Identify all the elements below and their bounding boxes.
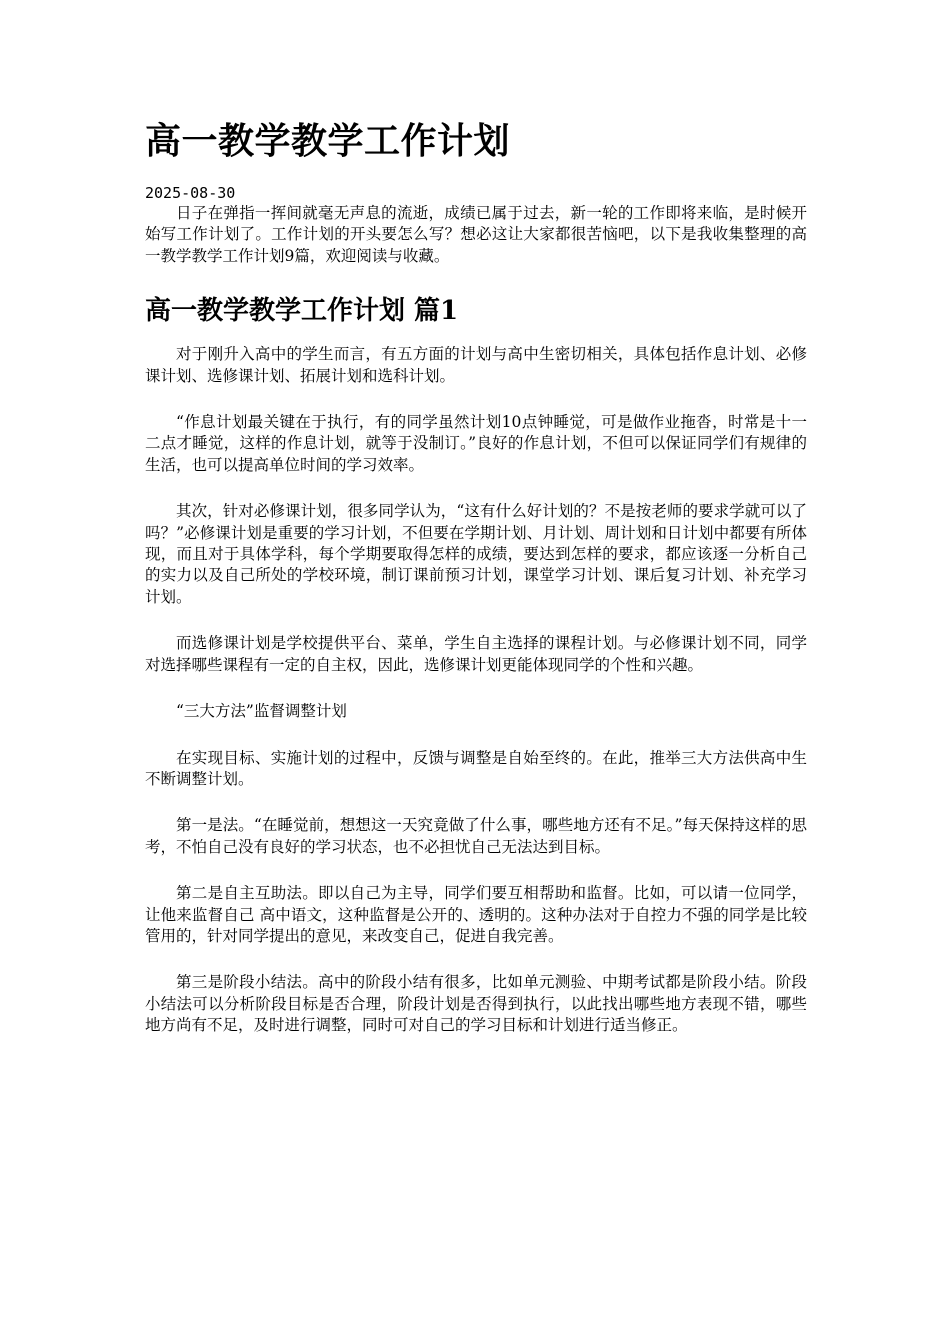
document-title: 高一教学教学工作计划: [145, 120, 511, 162]
body-paragraph: “作息计划最关键在于执行，有的同学虽然计划10点钟睡觉，可是做作业拖沓，时常是十一二点才睡觉，这样的作息计划，就等于没制订。”良好的作息计划，不但可以保证同学们有规律的生活，也可以提高单位时间的学习效率。: [145, 413, 807, 474]
body-paragraph: 其次，针对必修课计划，很多同学认为，“这有什么好计划的？不是按老师的要求学就可以了吗？”必修课计划是重要的学习计划，不但要在学期计划、月计划、周计划和日计划中都要有所体现，而且对于具体学科，每个学期要取得怎样的成绩，要达到怎样的要求，都应该逐一分析自己的实力以及自己所处的学校环境，制订课前预习计划，课堂学习计划、课后复习计划、补充学习计划。: [145, 502, 807, 606]
section-heading: 高一教学教学工作计划 篇1: [145, 296, 459, 327]
publish-date: 2025-08-30: [145, 184, 236, 202]
subheading-paragraph: “三大方法”监督调整计划: [176, 702, 347, 721]
section-body: [145, 344, 807, 1036]
intro-paragraph: 日子在弹指一挥间就毫无声息的流逝，成绩已属于过去，新一轮的工作即将来临，是时候开始写工作计划了。工作计划的开头要怎么写？想必这让大家都很苦恼吧，以下是我收集整理的高一教学教学工作计划9篇，欢迎阅读与收藏。: [145, 204, 807, 265]
body-paragraph: 对于刚升入高中的学生而言，有五方面的计划与高中生密切相关，具体包括作息计划、必修课计划、选修课计划、拓展计划和选科计划。: [145, 345, 807, 385]
body-paragraph: 第二是自主互助法。即以自己为主导，同学们要互相帮助和监督。比如，可以请一位同学，让他来监督自己 高中语文，这种监督是公开的、透明的。这种办法对于自控力不强的同学是比较管用的，针对同学提出的意见，来改变自己，促进自我完善。: [145, 884, 807, 945]
document-page: [145, 0, 807, 1062]
body-paragraph: 在实现目标、实施计划的过程中，反馈与调整是自始至终的。在此，推举三大方法供高中生不断调整计划。: [145, 748, 807, 788]
body-paragraph: 第一是法。“在睡觉前，想想这一天究竟做了什么事，哪些地方还有不足。”每天保持这样的思考，不怕自己没有良好的学习状态，也不必担忧自己无法达到目标。: [145, 816, 807, 856]
body-paragraph: 第三是阶段小结法。高中的阶段小结有很多，比如单元测验、中期考试都是阶段小结。阶段小结法可以分析阶段目标是否合理，阶段计划是否得到执行，以此找出哪些地方表现不错，哪些地方尚有不足，及时进行调整，同时可对自己的学习目标和计划进行适当修正。: [145, 973, 807, 1035]
body-paragraph: 而选修课计划是学校提供平台、菜单，学生自主选择的课程计划。与必修课计划不同，同学对选择哪些课程有一定的自主权，因此，选修课计划更能体现同学的个性和兴趣。: [145, 634, 807, 674]
